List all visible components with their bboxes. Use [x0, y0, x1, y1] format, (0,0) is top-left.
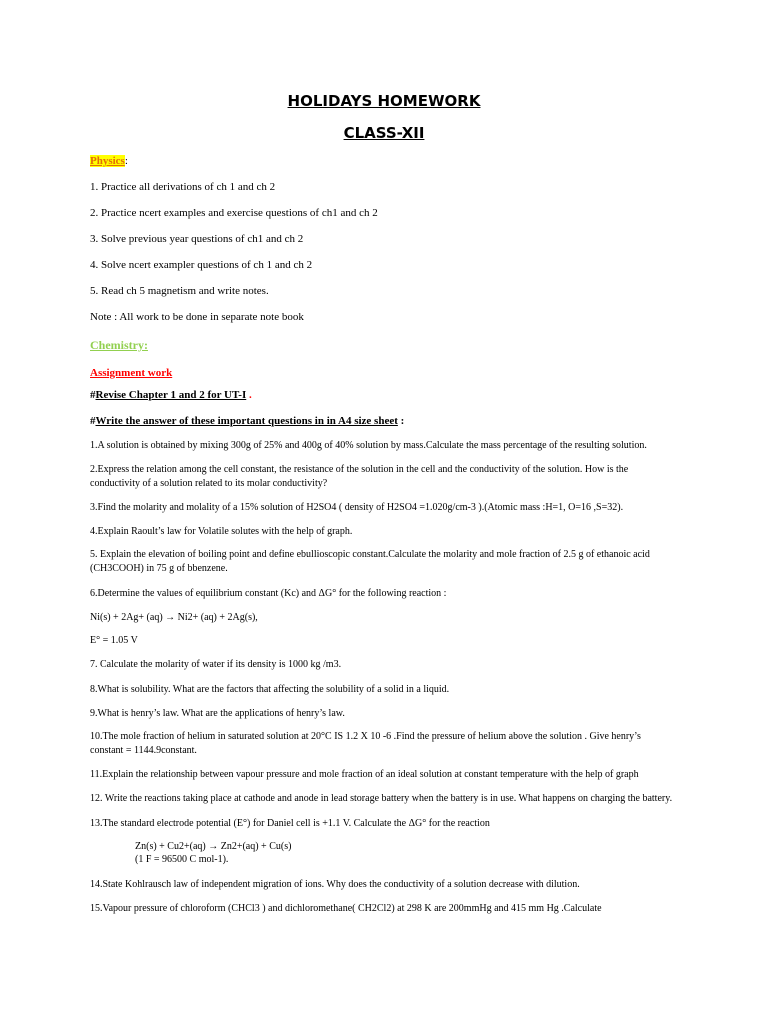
physics-item-3: 3. Solve previous year questions of ch1 and ch 2 — [90, 233, 304, 245]
question-14: 14.State Kohlrausch law of independent migration of ions. Why does the conductivity of a solution decrease with dilution. — [90, 879, 580, 890]
physics-heading-colon: : — [124, 155, 128, 167]
physics-note: Note : All work to be done in separate note book — [90, 311, 304, 323]
write-text: Write the answer of these important questions in in A4 size sheet — [95, 415, 398, 427]
write-line — [90, 415, 690, 427]
assignment-heading: Assignment work — [90, 367, 173, 379]
question-15: 15.Vapour pressure of chloroform (CHCl3 ) and dichloromethane( CH2Cl2) at 298 K are 200mmHg and 415 mm Hg .Calculate — [90, 903, 602, 914]
question-4: 4.Explain Raoult’s law for Volatile solutes with the help of graph. — [90, 526, 353, 537]
question-12: 12. Write the reactions taking place at cathode and anode in lead storage battery when the battery is in use. What happens on charging the battery. — [90, 793, 673, 804]
question-6-emf: E° = 1.05 V — [90, 635, 138, 646]
revise-hash: # — [90, 389, 96, 401]
physics-item-2: 2. Practice ncert examples and exercise questions of ch1 and ch 2 — [90, 207, 378, 219]
question-1: 1.A solution is obtained by mixing 300g of 25% and 400g of 40% solution by mass.Calculate the mass percentage of the resulting solution. — [90, 440, 647, 451]
write-hash: # — [90, 415, 96, 427]
class-title: CLASS-XII — [343, 124, 425, 142]
write-tail: : — [397, 415, 405, 427]
question-2: 2.Express the relation among the cell constant, the resistance of the solution in the cell and the conductivity of the solution. How is the conductivity of a solution related to its molar conductivity? — [90, 464, 629, 489]
question-8: 8.What is solubility. What are the factors that affecting the solubility of a solid in a liquid. — [90, 684, 450, 695]
question-9: 9.What is henry’s law. What are the applications of henry’s law. — [90, 708, 345, 719]
physics-heading: Physics — [90, 155, 125, 167]
revise-tail: . — [246, 389, 252, 401]
physics-item-1: 1. Practice all derivations of ch 1 and ch 2 — [90, 181, 276, 193]
physics-heading-line — [90, 155, 690, 167]
chemistry-heading: Chemistry: — [90, 338, 148, 352]
question-5: 5. Explain the elevation of boiling point and define ebullioscopic constant.Calculate the molarity and mole fraction of 2.5 g of ethanoic acid (CH3COOH) in 75 g of bbenzene. — [90, 549, 650, 574]
question-13: 13.The standard electrode potential (E°) for Daniel cell is +1.1 V. Calculate the ΔG° for the reaction — [90, 818, 490, 829]
question-11: 11.Explain the relationship between vapour pressure and mole fraction of an ideal solution at constant temperature with the help of graph — [90, 769, 639, 780]
physics-item-4: 4. Solve ncert exampler questions of ch 1 and ch 2 — [90, 259, 313, 271]
question-7: 7. Calculate the molarity of water if its density is 1000 kg /m3. — [90, 659, 342, 670]
question-6: 6.Determine the values of equilibrium constant (Kc) and ΔG° for the following reaction : — [90, 588, 447, 599]
physics-item-5: 5. Read ch 5 magnetism and write notes. — [90, 285, 269, 297]
question-6-reaction: Ni(s) + 2Ag+ (aq) → Ni2+ (aq) + 2Ag(s), — [90, 612, 258, 623]
question-10: 10.The mole fraction of helium in saturated solution at 20°C IS 1.2 X 10 -6 .Find the pressure of helium above the solution . Give henry’s constant = 1144.9constant. — [90, 731, 641, 756]
revise-line — [90, 389, 690, 401]
question-3: 3.Find the molarity and molality of a 15% solution of H2SO4 ( density of H2SO4 =1.020g/cm-3 ).(Atomic mass :H=1, O=16 ,S=32). — [90, 502, 624, 513]
chemistry-heading-line — [90, 336, 690, 354]
revise-text: Revise Chapter 1 and 2 for UT-I — [95, 389, 247, 401]
question-13-constant: (1 F = 96500 C mol-1). — [135, 854, 229, 865]
page-title: HOLIDAYS HOMEWORK — [287, 92, 481, 110]
question-13-reaction: Zn(s) + Cu2+(aq) → Zn2+(aq) + Cu(s) — [135, 841, 292, 852]
assignment-heading-line — [90, 363, 690, 381]
